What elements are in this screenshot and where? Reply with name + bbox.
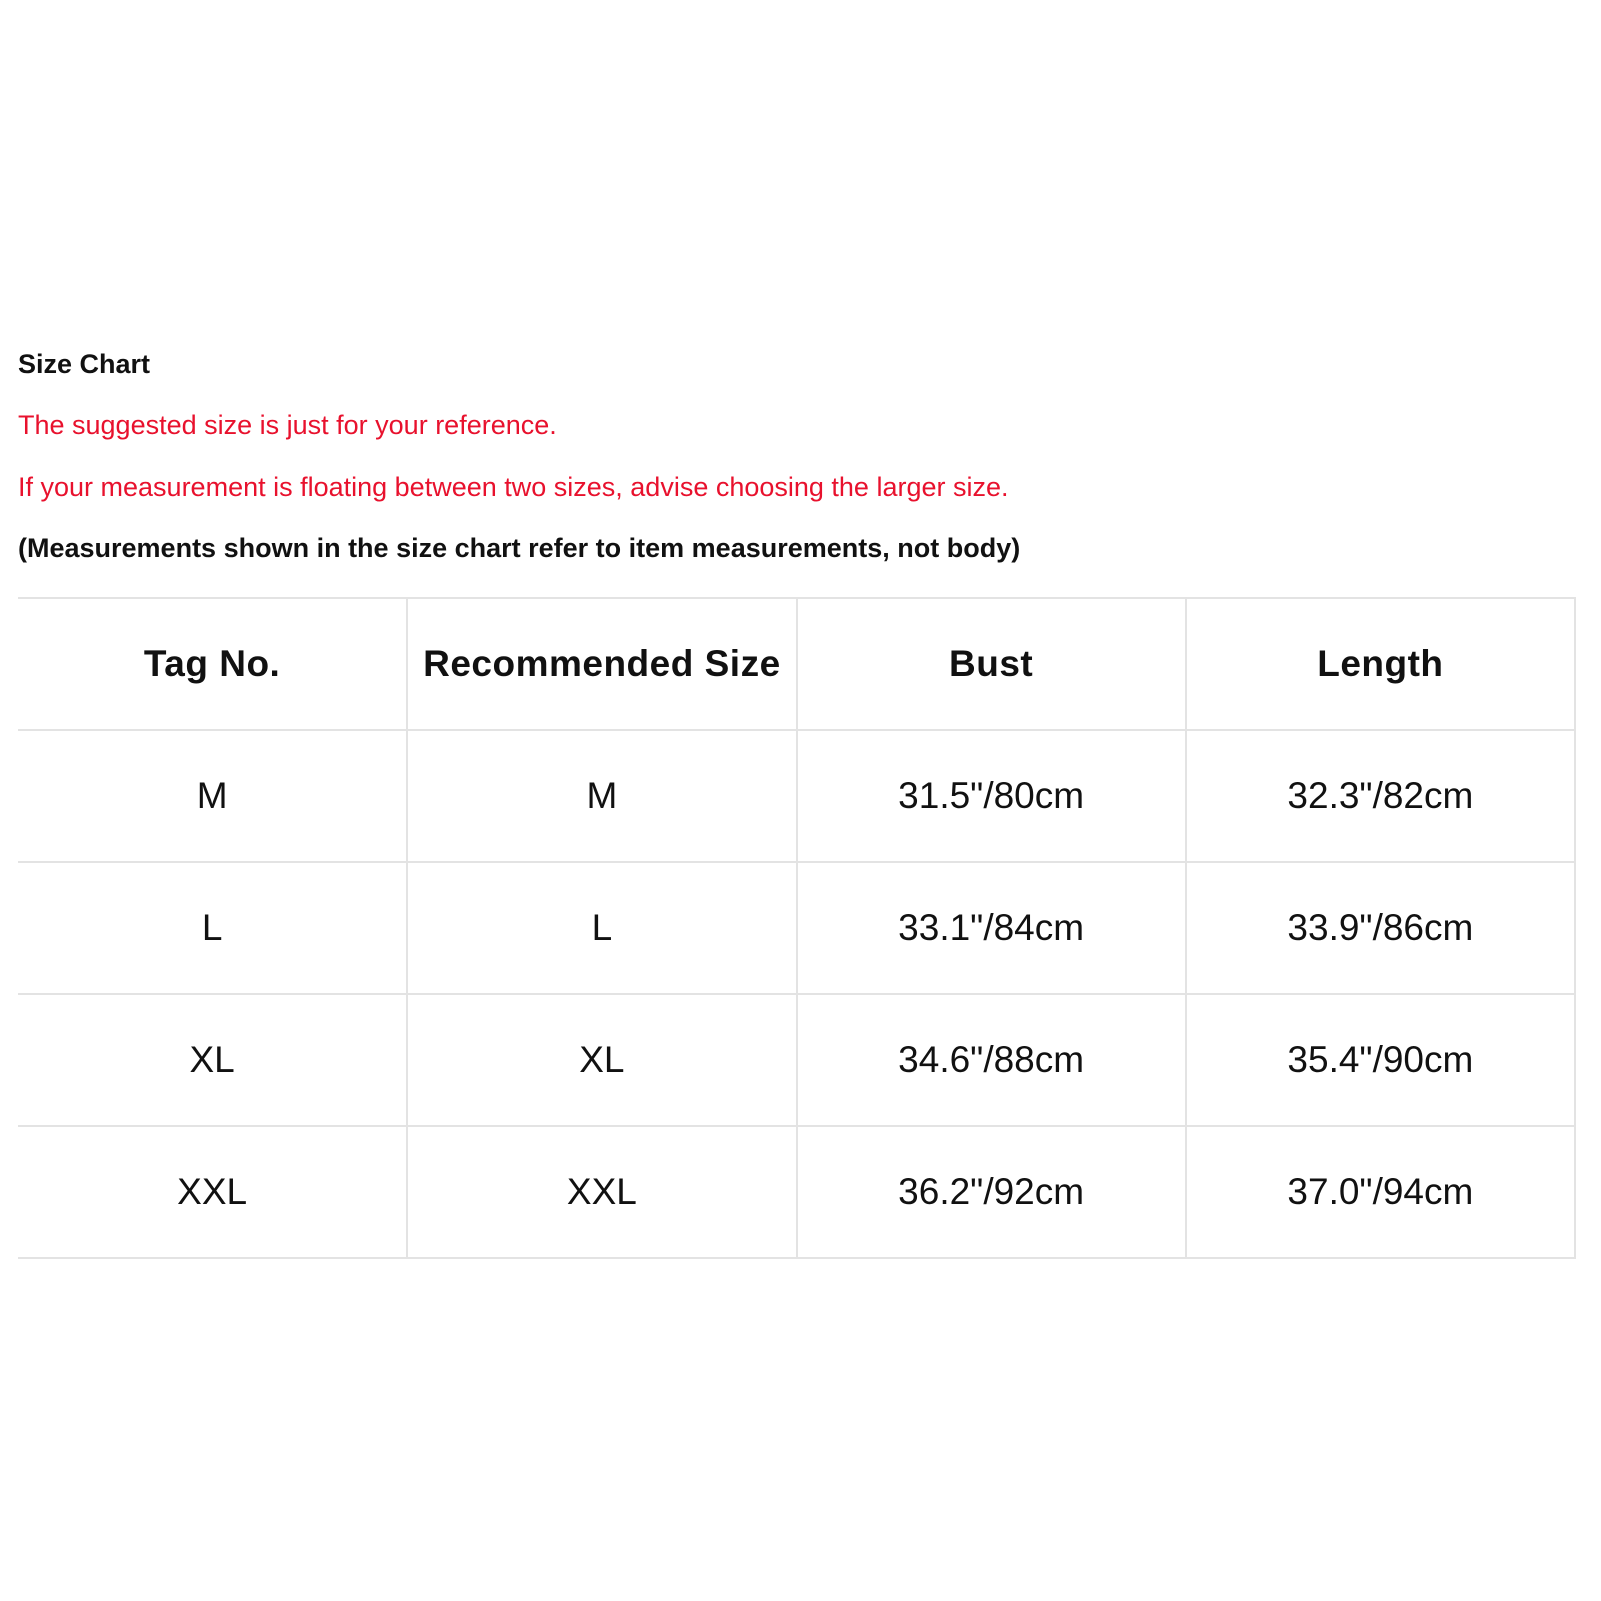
cell-recommended-size: L — [407, 862, 796, 994]
header-length: Length — [1186, 598, 1575, 730]
reference-note: The suggested size is just for your reference. — [18, 410, 557, 440]
size-chart-title: Size Chart — [18, 349, 151, 379]
table-header-row — [18, 598, 1575, 730]
cell-tag-no: L — [18, 862, 407, 994]
cell-length: 32.3"/82cm — [1186, 730, 1575, 862]
table-row — [18, 1126, 1575, 1258]
cell-bust: 34.6"/88cm — [797, 994, 1186, 1126]
header-tag-no: Tag No. — [18, 598, 407, 730]
cell-bust: 31.5"/80cm — [797, 730, 1186, 862]
cell-length: 35.4"/90cm — [1186, 994, 1575, 1126]
table-row — [18, 730, 1575, 862]
cell-recommended-size: XXL — [407, 1126, 796, 1258]
cell-recommended-size: M — [407, 730, 796, 862]
cell-length: 33.9"/86cm — [1186, 862, 1575, 994]
table-row — [18, 994, 1575, 1126]
cell-bust: 33.1"/84cm — [797, 862, 1186, 994]
header-recommended-size: Recommended Size — [407, 598, 796, 730]
measurement-disclaimer: (Measurements shown in the size chart refer to item measurements, not body) — [18, 533, 1021, 563]
cell-tag-no: XXL — [18, 1126, 407, 1258]
table-row — [18, 862, 1575, 994]
sizing-advice-note: If your measurement is floating between two sizes, advise choosing the larger size. — [18, 472, 1009, 502]
cell-length: 37.0"/94cm — [1186, 1126, 1575, 1258]
cell-recommended-size: XL — [407, 994, 796, 1126]
cell-bust: 36.2"/92cm — [797, 1126, 1186, 1258]
cell-tag-no: XL — [18, 994, 407, 1126]
header-bust: Bust — [797, 598, 1186, 730]
size-table — [18, 597, 1576, 1259]
cell-tag-no: M — [18, 730, 407, 862]
